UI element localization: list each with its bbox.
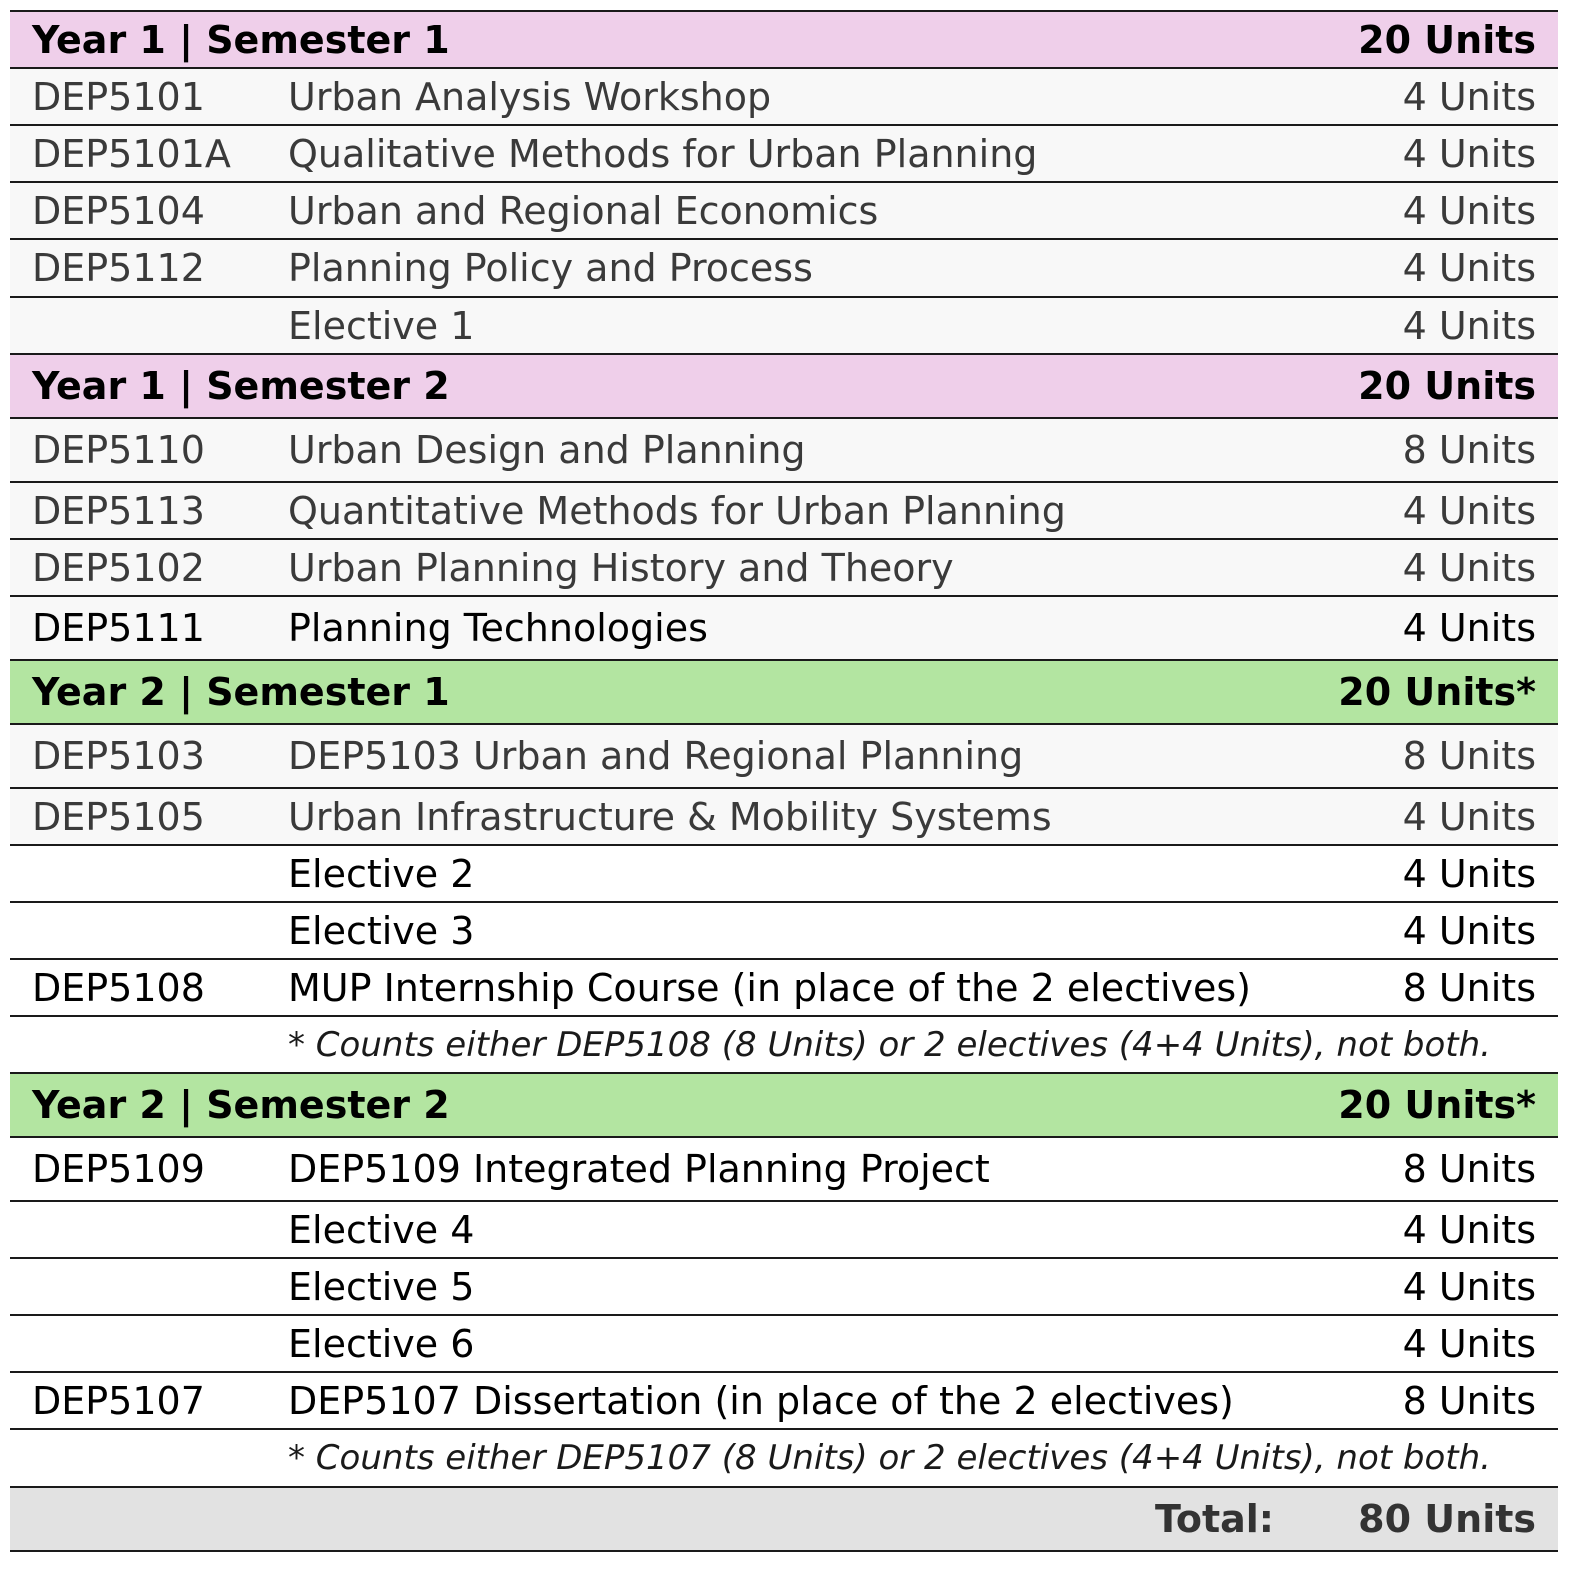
total-units: 80 Units [1358,1497,1536,1541]
course-code: DEP5101A [32,131,231,176]
total-row [10,1488,1558,1552]
course-code: DEP5105 [32,794,205,839]
course-units: 4 Units [1402,131,1536,176]
footnote-row [10,1017,1558,1074]
course-units: 8 Units [1402,1378,1536,1423]
course-units: 4 Units [1402,1321,1536,1366]
course-row [10,126,1558,183]
course-name: Elective 6 [288,1321,475,1366]
course-code: DEP5110 [32,428,205,472]
course-name: MUP Internship Course (in place of the 2 electives) [288,965,1252,1010]
course-code: DEP5111 [32,606,205,650]
course-name: DEP5103 Urban and Regional Planning [288,734,1024,778]
course-units: 4 Units [1402,488,1536,533]
course-code: DEP5109 [32,1147,205,1191]
course-row [10,419,1558,483]
course-name: Quantitative Methods for Urban Planning [288,488,1066,533]
course-row [10,1138,1558,1202]
course-row [10,69,1558,126]
course-units: 4 Units [1402,74,1536,119]
course-units: 4 Units [1402,851,1536,896]
course-row [10,540,1558,597]
course-name: Urban Planning History and Theory [288,545,954,590]
course-row [10,298,1558,355]
course-code: DEP5101 [32,74,205,119]
course-units: 4 Units [1402,188,1536,233]
section-units: 20 Units* [1338,670,1536,714]
course-row [10,183,1558,240]
course-row [10,725,1558,789]
course-units: 4 Units [1402,794,1536,839]
course-units: 4 Units [1402,1264,1536,1309]
course-row [10,1316,1558,1373]
course-name: Urban Design and Planning [288,428,806,472]
course-name: Urban Infrastructure & Mobility Systems [288,794,1052,839]
footnote: * Counts either DEP5107 (8 Units) or 2 electives (4+4 Units), not both. [288,1438,1491,1478]
course-row [10,597,1558,661]
course-units: 4 Units [1402,606,1536,650]
footnote-row [10,1430,1558,1488]
course-name: Urban Analysis Workshop [288,74,772,119]
course-code: DEP5103 [32,734,205,778]
course-name: DEP5107 Dissertation (in place of the 2 electives) [288,1378,1234,1423]
course-name: DEP5109 Integrated Planning Project [288,1147,990,1191]
section-header [10,661,1558,725]
course-row [10,1259,1558,1316]
course-units: 4 Units [1402,1207,1536,1252]
course-code: DEP5112 [32,246,205,290]
section-units: 20 Units [1358,17,1536,62]
section-units: 20 Units [1358,364,1536,408]
course-name: Elective 2 [288,851,475,896]
course-units: 4 Units [1402,246,1536,290]
course-code: DEP5104 [32,188,205,233]
section-header [10,355,1558,419]
section-title: Year 1 | Semester 2 [32,364,450,408]
course-code: DEP5113 [32,488,205,533]
section-title: Year 2 | Semester 1 [32,670,450,714]
course-code: DEP5107 [32,1378,205,1423]
course-row [10,960,1558,1017]
section-units: 20 Units* [1338,1083,1536,1127]
course-name: Urban and Regional Economics [288,188,879,233]
course-units: 4 Units [1402,545,1536,590]
course-name: Planning Policy and Process [288,246,813,290]
course-row [10,789,1558,846]
course-units: 8 Units [1402,1147,1536,1191]
course-units: 8 Units [1402,428,1536,472]
course-row [10,483,1558,540]
curriculum-table [10,10,1558,1552]
footnote: * Counts either DEP5108 (8 Units) or 2 electives (4+4 Units), not both. [288,1024,1491,1065]
course-row [10,1202,1558,1259]
course-name: Elective 5 [288,1264,475,1309]
section-header [10,12,1558,69]
course-row [10,240,1558,298]
course-units: 4 Units [1402,303,1536,348]
course-code: DEP5102 [32,545,205,590]
course-units: 4 Units [1402,908,1536,953]
course-row [10,1373,1558,1430]
total-label: Total: [1154,1497,1274,1541]
course-name: Qualitative Methods for Urban Planning [288,131,1038,176]
course-name: Elective 4 [288,1207,475,1252]
section-header [10,1074,1558,1138]
course-row [10,903,1558,960]
course-row [10,846,1558,903]
course-units: 8 Units [1402,965,1536,1010]
course-code: DEP5108 [32,965,205,1010]
course-name: Elective 3 [288,908,475,953]
course-name: Elective 1 [288,303,475,348]
course-name: Planning Technologies [288,606,708,650]
section-title: Year 2 | Semester 2 [32,1083,450,1127]
course-units: 8 Units [1402,734,1536,778]
section-title: Year 1 | Semester 1 [32,17,450,62]
